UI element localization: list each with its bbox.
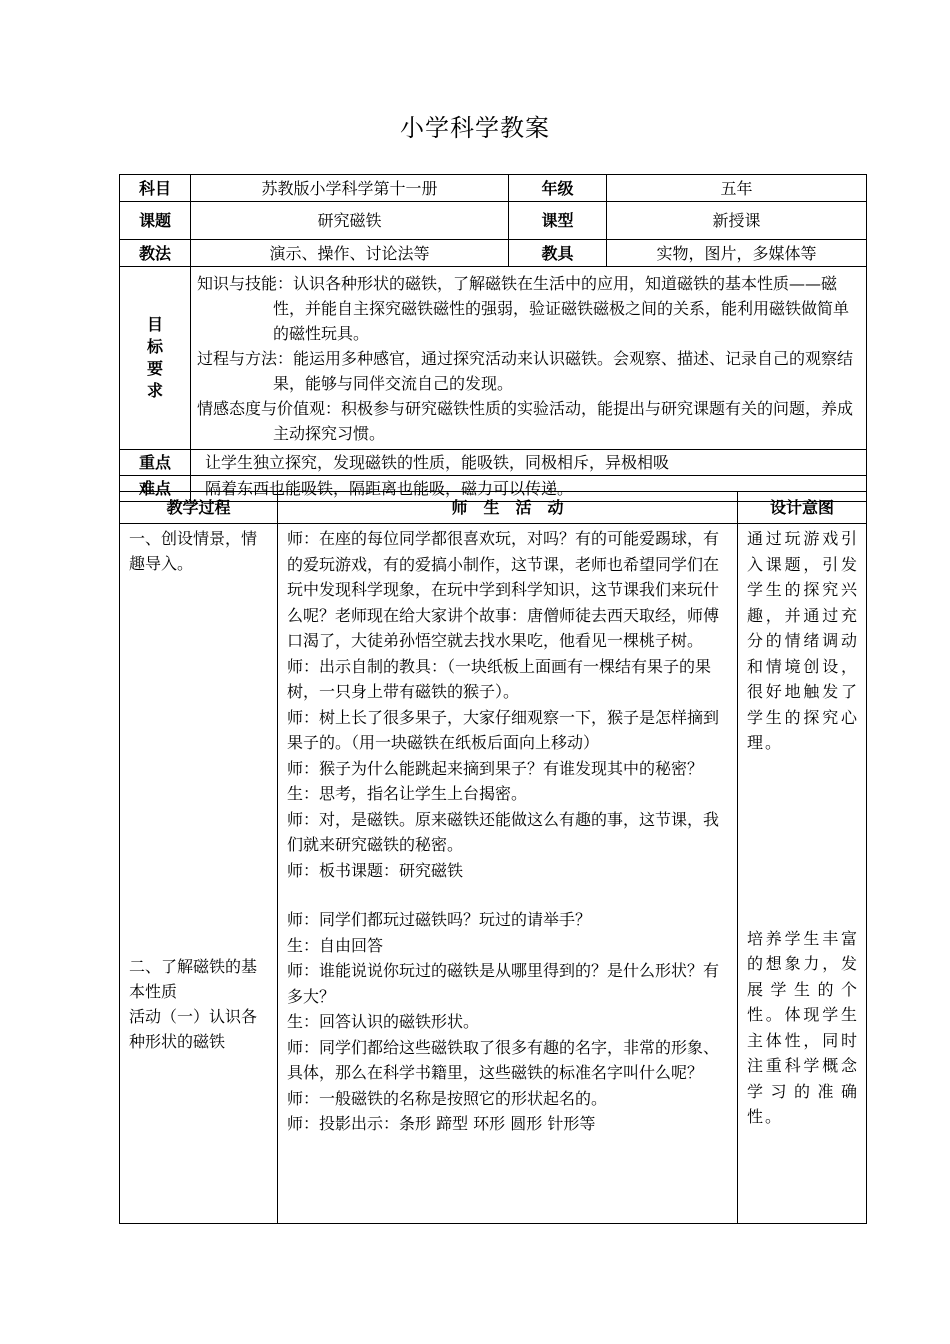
grade-value: 五年	[607, 175, 867, 202]
activity-line: 师：对，是磁铁。原来磁铁还能做这么有趣的事，这节课，我们就来研究磁铁的秘密。	[287, 809, 720, 854]
activity-line: 师：猴子为什么能跳起来摘到果子？有谁发现其中的秘密？	[287, 758, 704, 778]
process-header-row	[120, 492, 867, 524]
key-value: 让学生独立探究，发现磁铁的性质，能吸铁，同极相斥，异极相吸	[191, 450, 867, 476]
activity-line: 生：回答认识的磁铁形状。	[287, 1012, 480, 1031]
activity-line: 师：出示自制的教具：（一块纸板上面画有一棵结有果子的果树，一只身上带有磁铁的猴子）。	[287, 656, 712, 701]
topic-value: 研究磁铁	[191, 202, 509, 240]
activity-line: 师：树上长了很多果子，大家仔细观察一下，猴子是怎样摘到果子的。（用一块磁铁在纸板后面向上移动）	[287, 707, 720, 752]
activity-line: 生：自由回答	[287, 935, 384, 955]
topic-label: 课题	[120, 202, 191, 240]
tools-label: 教具	[509, 240, 607, 267]
stage-1: 一、创设情景，情趣导入。	[129, 529, 258, 573]
stage-2-activity: 活动（一）认识各种形状的磁铁	[129, 1007, 258, 1051]
page-title: 小学科学教案	[400, 114, 550, 142]
goal-process: 过程与方法：能运用多种感官，通过探究活动来认识磁铁。会观察、描述、记录自己的观察结果，能够与同伴交流自己的发现。	[197, 349, 854, 393]
grade-label: 年级	[509, 175, 607, 202]
tools-value: 实物，图片，多媒体等	[607, 240, 867, 267]
type-label: 课型	[509, 202, 607, 240]
goals-row	[120, 267, 867, 450]
goals-label: 目 标 要 求	[120, 267, 191, 450]
activity-line: 师：谁能说说你玩过的磁铁是从哪里得到的？是什么形状？有多大？	[287, 961, 720, 1006]
intent-1: 通过玩游戏引入课题，引发学生的探究兴趣，并通过充分的情绪调动和情境创设，很好地触发了学生的探究心理。	[747, 529, 859, 752]
activity-column	[278, 524, 738, 1224]
stage-column	[120, 524, 278, 1224]
key-label: 重点	[120, 450, 191, 476]
stage-2-title: 二、了解磁铁的基本性质	[129, 957, 258, 1001]
process-body-row	[120, 524, 867, 1224]
lesson-info-table	[119, 174, 867, 502]
activity-line: 师：在座的每位同学都很喜欢玩，对吗？有的可能爱踢球，有的爱玩游戏，有的爱搞小制作，这节课，老师也希望同学们在玩中发现科学现象，在玩中学到科学知识，这节课我们来玩什么呢？老师现在给大家讲个故事：唐僧师徒去西天取经，师傅口渴了，大徒弟孙悟空就去找水果吃，他看见一棵桃子树。	[287, 529, 720, 650]
process-header-stage: 教学过程	[120, 492, 278, 524]
intent-column	[738, 524, 867, 1224]
process-header-activity: 师 生 活 动	[278, 492, 738, 524]
method-label: 教法	[120, 240, 191, 267]
activity-line: 师：板书课题：研究磁铁	[287, 860, 464, 880]
activity-line: 师：同学们都给这些磁铁取了很多有趣的名字，非常的形象、具体，那么在科学书籍里，这些磁铁的标准名字叫什么呢？	[287, 1037, 720, 1082]
goals-content	[191, 267, 867, 450]
topic-row	[120, 202, 867, 240]
intent-2: 培养学生丰富的想象力，发展学生的个性。体现学生主体性，同时注重科学概念学习的准确性。	[747, 928, 859, 1126]
goal-attitude: 情感态度与价值观：积极参与研究磁铁性质的实验活动，能提出与研究课题有关的问题，养成主动探究习惯。	[197, 399, 854, 443]
subject-row	[120, 175, 867, 202]
goal-knowledge: 知识与技能：认识各种形状的磁铁，了解磁铁在生活中的应用，知道磁铁的基本性质——磁性，并能自主探究磁铁磁性的强弱，验证磁铁磁极之间的关系，能利用磁铁做简单的磁性玩具。	[197, 274, 850, 343]
difficulty-label: 难点	[120, 476, 191, 502]
subject-label: 科目	[120, 175, 191, 202]
activity-line: 师：一般磁铁的名称是按照它的形状起名的。	[287, 1088, 608, 1108]
activity-line: 师：同学们都玩过磁铁吗？玩过的请举手？	[287, 910, 592, 929]
type-value: 新授课	[607, 202, 867, 240]
activity-line: 生：思考，指名让学生上台揭密。	[287, 784, 528, 803]
teaching-process-table	[119, 491, 867, 1224]
process-header-intent: 设计意图	[738, 492, 867, 524]
key-row	[120, 450, 867, 476]
method-row	[120, 240, 867, 267]
difficulty-value: 隔着东西也能吸铁，隔距离也能吸，磁力可以传递。	[191, 476, 867, 502]
subject-value: 苏教版小学科学第十一册	[191, 175, 509, 202]
method-value: 演示、操作、讨论法等	[191, 240, 509, 267]
activity-line: 师：投影出示：条形 蹄型 环形 圆形 针形等	[287, 1114, 596, 1133]
